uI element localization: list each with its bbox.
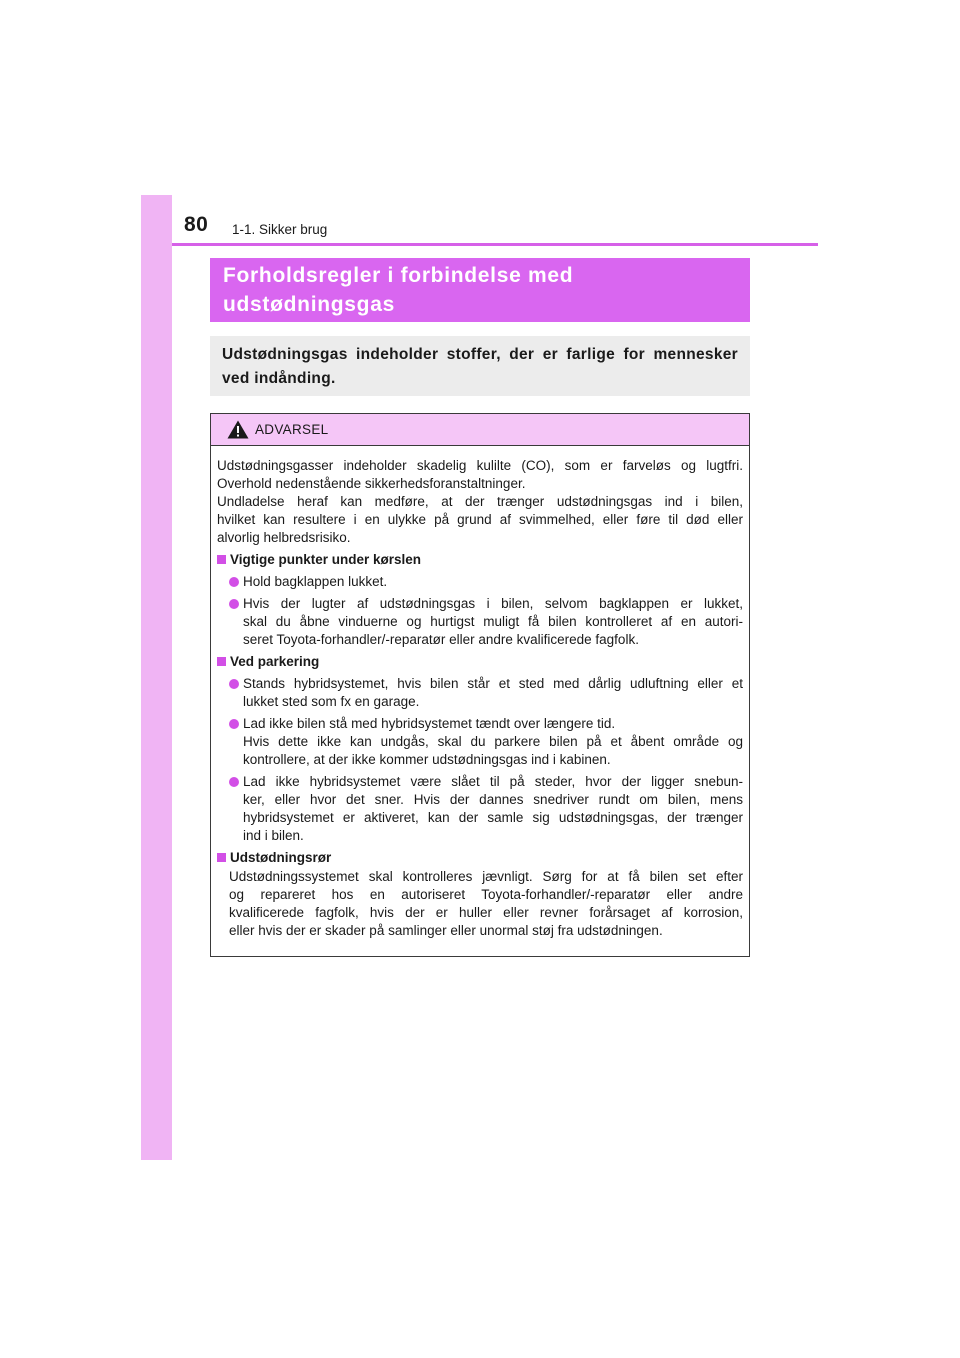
- list-item-line: Hold bagklappen lukket.: [243, 574, 388, 589]
- side-tab-strip: [141, 195, 172, 1160]
- section-heading-text: Vigtige punkter under kørslen: [230, 552, 422, 567]
- section-label: 1-1. Sikker brug: [232, 222, 328, 237]
- round-bullet-icon: [229, 777, 239, 787]
- section-heading-text: Ved parkering: [230, 654, 320, 669]
- round-bullet-icon: [229, 679, 239, 689]
- title-band: [210, 258, 750, 322]
- list-item-text: [243, 573, 743, 591]
- page-title: [223, 261, 736, 319]
- section-heading: [217, 653, 743, 671]
- list-item-line: Lad ikke bilen stå med hybridsystemet tændt over længere tid.: [243, 716, 616, 731]
- list-item-line: kontrollere, at der ikke kommer udstødningsgas ind i kabinen.: [243, 752, 611, 767]
- page-number: 80: [184, 213, 209, 236]
- list-item-line: seret Toyota-forhandler/-reparatør eller andre kvalificerede fagfolk.: [243, 632, 639, 647]
- round-bullet-icon: [229, 599, 239, 609]
- section-body: [217, 868, 743, 940]
- round-bullet-icon: [229, 577, 239, 587]
- warning-label: ADVARSEL: [255, 422, 329, 437]
- list-item-line: skal du åbne vinduerne og hurtigst muligt få bilen kontrolleret af en autori-: [243, 614, 743, 629]
- warning-intro-line: hvilket kan resultere i en ulykke på grund af svimmelhed, eller føre til død eller: [217, 512, 743, 527]
- section-heading: [217, 849, 743, 867]
- list-item-line: Hvis der lugter af udstødningsgas i bilen, selvom bagklappen er lukket,: [243, 596, 743, 611]
- intro-band: [210, 336, 750, 396]
- list-item-line: ind i bilen.: [243, 828, 304, 843]
- list-item-text: [243, 595, 743, 649]
- warning-intro-line: Undladelse heraf kan medføre, at der trænger udstødningsgas ind i bilen,: [217, 494, 743, 509]
- list-item: [217, 675, 743, 711]
- list-item-text: [243, 675, 743, 711]
- warning-intro: [217, 457, 743, 547]
- list-item-line: ker, eller hvor det sner. Hvis der dannes snedriver rundt om bilen, mens: [243, 792, 743, 807]
- intro-line-2: ved indånding.: [222, 370, 336, 387]
- warning-intro-line: Overhold nedenstående sikkerhedsforanstaltninger.: [217, 476, 526, 491]
- warning-intro-line: alvorlig helbredsrisiko.: [217, 530, 351, 545]
- warning-box: [210, 413, 750, 957]
- list-item-line: Lad ikke hybridsystemet være slået til på steder, hvor der ligger snebun-: [243, 774, 743, 789]
- warning-intro-line: Udstødningsgasser indeholder skadelig kulilte (CO), som er farveløs og lugtfri.: [217, 458, 743, 473]
- list-item: [217, 595, 743, 649]
- page-title-line-1: Forholdsregler i forbindelse med: [223, 264, 574, 287]
- square-bullet-icon: [217, 555, 226, 564]
- list-item-line: Hvis dette ikke kan undgås, skal du parkere bilen på et åbent område og: [243, 734, 743, 749]
- intro-line-1: Udstødningsgas indeholder stoffer, der er farlige for mennesker: [222, 346, 738, 363]
- list-item-line: Stands hybridsystemet, hvis bilen står et sted med dårlig udluftning eller et: [243, 676, 743, 691]
- list-item: [217, 573, 743, 591]
- intro-text: [222, 343, 738, 391]
- section-heading-text: Udstødningsrør: [230, 850, 332, 865]
- section-body-line: eller hvis der er skader på samlinger eller unormal støj fra udstødningen.: [229, 923, 663, 938]
- header-rule: [172, 243, 818, 246]
- section-body-line: og repareret hos en autoriseret Toyota-forhandler/-reparatør eller andre: [229, 887, 743, 902]
- list-item: [217, 715, 743, 769]
- list-item: [217, 773, 743, 845]
- warning-body: [211, 446, 749, 940]
- warning-triangle-icon: [227, 420, 249, 439]
- square-bullet-icon: [217, 657, 226, 666]
- section-body-line: Udstødningssystemet skal kontrolleres jævnligt. Sørg for at få bilen set efter: [229, 869, 743, 884]
- square-bullet-icon: [217, 853, 226, 862]
- warning-header: [211, 414, 749, 446]
- section-body-line: kvalificerede fagfolk, hvis der er huller eller revner forårsaget af korrosion,: [229, 905, 743, 920]
- round-bullet-icon: [229, 719, 239, 729]
- section-heading: [217, 551, 743, 569]
- list-item-text: [243, 715, 743, 769]
- list-item-line: hybridsystemet er aktiveret, kan der samle sig udstødningsgas, der trænger: [243, 810, 743, 825]
- page-title-line-2: udstødningsgas: [223, 293, 395, 316]
- list-item-text: [243, 773, 743, 845]
- list-item-line: lukket sted som fx en garage.: [243, 694, 420, 709]
